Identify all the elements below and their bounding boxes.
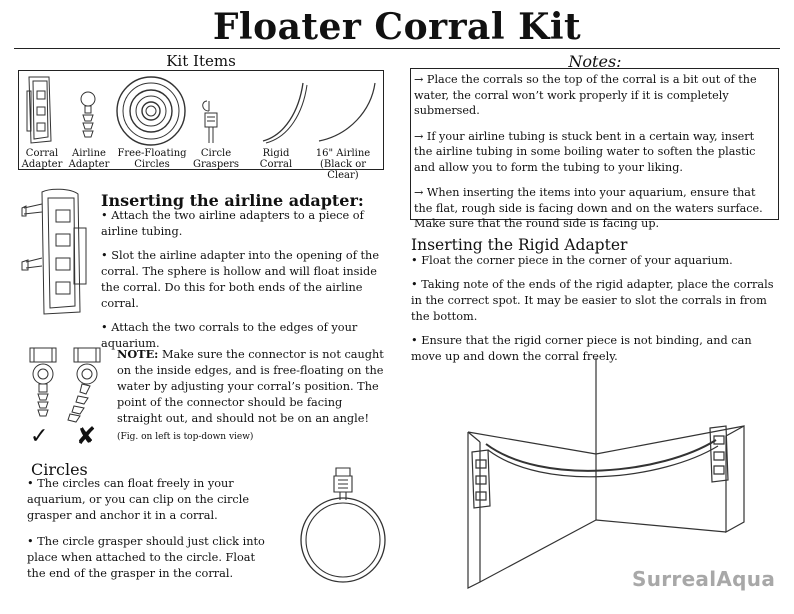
airline-bullet: • Attach the two airline adapters to a piece of airline tubing. bbox=[101, 209, 364, 238]
note-text: Make sure the connector is not caught on the inside edges, and is free-floating on the water by adjusting your corral’s position. The point of the connector should be facing straight out, and should not be on an angle! bbox=[117, 348, 384, 425]
kit-item-airline-tubing: 16" Airline (Black or Clear) bbox=[315, 148, 371, 181]
title-rule bbox=[14, 48, 780, 49]
airline-adapter-instructions bbox=[101, 208, 393, 360]
airline-bullet: • Slot the airline adapter into the opening of the corral. The sphere is hollow and will float inside the corral. Do this for both ends of the airline corral. bbox=[101, 249, 379, 310]
rigid-bullet: • Taking note of the ends of the rigid adapter, place the corrals in the correct spot. It may be easier to slot the corrals in from the bottom. bbox=[411, 278, 774, 323]
aquarium-corner-illustration bbox=[462, 356, 752, 596]
note-item: → If your airline tubing is stuck bent in a certain way, insert the airline tubing in some boiling water to soften the plastic and allow you to form the tubing to your liking. bbox=[414, 129, 756, 174]
rigid-corral-illustration bbox=[263, 83, 307, 143]
circles-instructions bbox=[27, 476, 277, 590]
kit-item-free-floating-circles: Free-Floating Circles bbox=[117, 148, 187, 170]
corral-adapter-illustration bbox=[27, 77, 51, 143]
note-item: → When inserting the items into your aquarium, ensure that the flat, rough side is facing down and on the waters surface. Make sure that the round side is facing up. bbox=[414, 186, 763, 230]
connector-note bbox=[117, 346, 389, 427]
cross-icon: ✘ bbox=[76, 422, 97, 450]
circles-bullet: • The circle grasper should just click into place when attached to the circle. Float the end of the grasper in the corral. bbox=[27, 535, 265, 580]
airline-tubing-illustration bbox=[319, 83, 375, 141]
notes-box bbox=[410, 68, 779, 230]
airline-adapter-illustration bbox=[81, 92, 95, 137]
kit-item-corral-adapter: Corral Adapter bbox=[21, 148, 63, 170]
kit-item-airline-adapter: Airline Adapter bbox=[68, 148, 110, 170]
circles-bullet: • The circles can float freely in your aquarium, or you can clip on the circle grasper and anchor it in a corral. bbox=[27, 477, 250, 522]
note-item: → Place the corrals so the top of the corral is a bit out of the water, the corral won’t work properly if it is completely submersed. bbox=[414, 73, 757, 117]
note-label: NOTE: bbox=[117, 347, 159, 361]
page-title: Floater Corral Kit bbox=[212, 6, 582, 48]
brand-watermark: SurrealAqua bbox=[632, 567, 776, 591]
rigid-bullet: • Ensure that the rigid corner piece is not binding, and can move up and down the corral freely. bbox=[411, 334, 752, 363]
kit-items-heading: Kit Items bbox=[166, 52, 236, 70]
circle-with-grasper-illustration bbox=[296, 464, 392, 588]
notes-heading: Notes: bbox=[568, 52, 622, 71]
rigid-adapter-instructions bbox=[411, 253, 779, 373]
kit-item-circle-graspers: Circle Graspers bbox=[192, 148, 240, 170]
kit-item-rigid-corral: Rigid Corral bbox=[259, 148, 293, 170]
rigid-bullet: • Float the corner piece in the corner of your aquarium. bbox=[411, 254, 733, 267]
figure-caption: (Fig. on left is top-down view) bbox=[117, 432, 254, 442]
connector-top-down-illustration bbox=[24, 344, 106, 426]
floating-circles-illustration bbox=[117, 77, 185, 145]
check-icon: ✓ bbox=[30, 424, 49, 449]
circles-heading: Circles bbox=[31, 460, 88, 479]
rigid-adapter-heading: Inserting the Rigid Adapter bbox=[411, 236, 628, 254]
kit-items-illustrations bbox=[19, 71, 383, 151]
circle-grasper-illustration bbox=[203, 101, 217, 143]
airline-adapter-corral-illustration bbox=[20, 188, 94, 318]
airline-bullet: • Attach the two corrals to the edges of your aquarium. bbox=[101, 321, 358, 350]
airline-adapter-heading: Inserting the airline adapter: bbox=[101, 191, 364, 210]
